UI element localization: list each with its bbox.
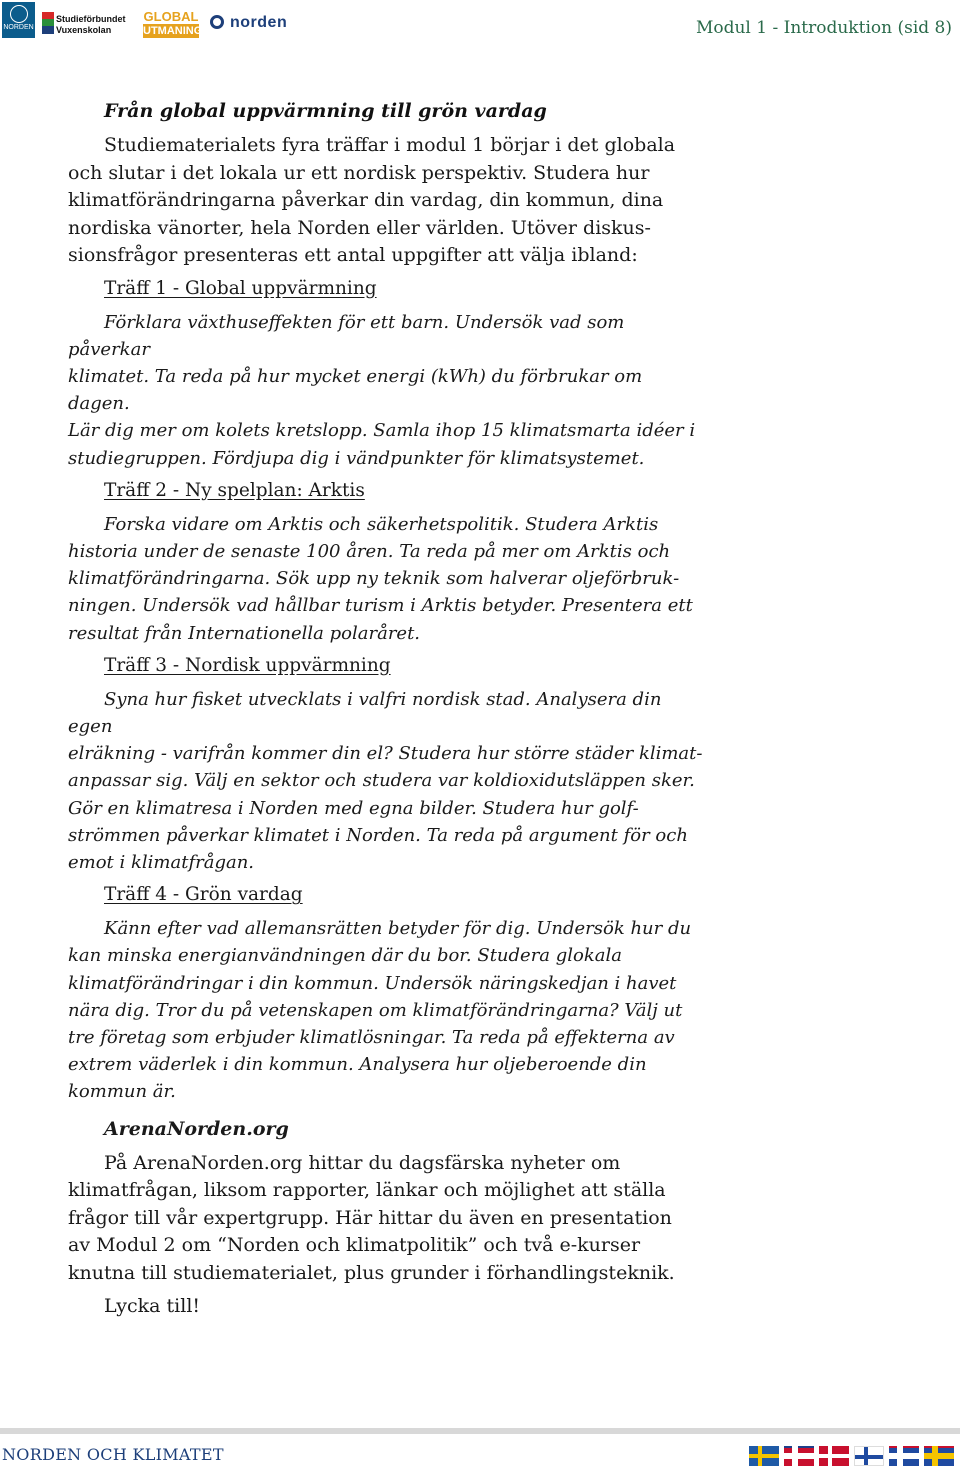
sv-mark-icon [42,12,54,34]
section-line: anpassar sig. Välj en sektor och studera var koldioxidutsläppen sker. [68,770,695,792]
section-line: Forska vidare om Arktis och säkerhetspolitik. Studera Arktis [104,513,659,535]
section-line: kan minska energianvändningen där du bor. Studera glokala [68,945,623,967]
section-traff-3 [68,655,708,876]
section-heading: Träff 4 - Grön vardag [104,884,303,906]
studieforbundet-logo [42,12,132,38]
page-header-bar [0,0,960,60]
footer-label: NORDEN OCH KLIMATET [2,1445,224,1464]
document-body [68,100,708,1317]
aland-flag [924,1446,954,1466]
denmark-flag [819,1446,849,1466]
norden-logo-label: NORDEN [3,24,34,31]
section-line: klimatförändringar i din kommun. Undersök näringskedjan i havet [68,972,677,994]
section-traff-2 [68,480,708,647]
section-line: ningen. Undersök vad hållbar turism i Arktis betyder. Presentera ett [68,595,693,617]
section-heading: Träff 2 - Ny spelplan: Arktis [104,479,365,501]
section-line: Känn efter vad allemansrätten betyder för dig. Undersök hur du [104,918,692,940]
sweden-flag [749,1446,779,1466]
section-traff-4 [68,884,708,1105]
section-body [68,309,708,472]
arena-paragraph [68,1150,708,1288]
section-heading: Träff 3 - Nordisk uppvärmning [104,654,391,676]
section-line: nära dig. Tror du på vetenskapen om klimatförändringarna? Välj ut [68,999,683,1021]
global-utmaning-logo [143,9,203,40]
swan-icon [10,5,28,23]
section-line: historia under de senaste 100 åren. Ta reda på mer om Arktis och [68,540,671,562]
section-heading: Träff 1 - Global uppvärmning [104,277,377,299]
intro-line: sionsfrågor presenteras ett antal uppgifter att välja ibland: [68,244,638,266]
section-line: tre företag som erbjuder klimatlösningar. Ta reda på effekterna av [68,1026,675,1048]
section-body [68,511,708,647]
section-body [68,686,708,876]
section-line: strömmen påverkar klimatet i Norden. Ta reda på argument för och [68,824,688,846]
norway-flag [784,1446,814,1466]
section-line: studiegruppen. Fördjupa dig i vändpunkter för klimatsystemet. [68,447,645,469]
arena-title: ArenaNorden.org [104,1117,289,1140]
intro-line: och slutar i det lokala ur ett nordisk perspektiv. Studera hur [68,161,650,184]
footer-divider [0,1428,960,1434]
finland-flag [854,1446,884,1466]
arena-line: av Modul 2 om “Norden och klimatpolitik” och två e-kurser [68,1234,641,1257]
norden-logo [2,2,35,38]
module-page-label: Modul 1 - Introduktion (sid 8) [695,18,952,38]
section-line: emot i klimatfrågan. [68,851,255,873]
section-line: klimatet. Ta reda på hur mycket energi (kWh) du förbrukar om dagen. [68,365,643,415]
arena-line: klimatfrågan, liksom rapporter, länkar och möjlighet att ställa [68,1179,666,1202]
gu-logo-line1: GLOBAL [143,9,199,24]
intro-title: Från global uppvärmning till grön vardag [104,100,547,122]
iceland-flag [889,1446,919,1466]
norden-wordmark-logo [210,14,287,34]
arena-line: På ArenaNorden.org hittar du dagsfärska nyheter om [104,1151,621,1174]
gu-logo-line2: UTMANING [143,25,203,37]
section-line: klimatförändringarna. Sök upp ny teknik som halverar oljeförbruk- [68,568,680,590]
intro-paragraph [68,132,708,270]
norden-wordmark: norden [230,14,288,31]
section-body [68,915,708,1105]
sv-logo-line2: Vuxenskolan [56,25,112,35]
intro-line: klimatförändringarna påverkar din vardag, din kommun, dina [68,189,664,211]
intro-line: nordiska vänorter, hela Norden eller världen. Utöver diskus- [68,216,651,239]
section-line: kommun är. [68,1081,176,1103]
closing-text: Lycka till! [104,1295,201,1318]
nordic-flags [749,1446,954,1468]
section-line: extrem väderlek i din kommun. Analysera hur oljeberoende din [68,1054,647,1076]
arena-line: knutna till studiematerialet, plus grunder i förhandlingsteknik. [68,1261,675,1284]
section-line: resultat från Internationella polaråret. [68,622,421,644]
intro-line: Studiematerialets fyra träffar i modul 1 börjar i det globala [104,134,676,156]
section-line: Förklara växthuseffekten för ett barn. Undersök vad som påverkar [68,311,625,360]
norden-ring-icon [210,15,224,29]
section-line: Syna hur fisket utvecklats i valfri nordisk stad. Analysera din egen [68,688,662,737]
section-line: Gör en klimatresa i Norden med egna bilder. Studera hur golf- [68,797,639,819]
section-line: Lär dig mer om kolets kretslopp. Samla ihop 15 klimatsmarta idéer i [68,420,696,442]
arena-line: frågor till vår expertgrupp. Här hittar du även en presentation [68,1206,672,1229]
section-line: elräkning - varifrån kommer din el? Studera hur större städer klimat- [68,743,703,765]
sv-logo-line1: Studieförbundet [56,14,126,24]
section-traff-1 [68,278,708,472]
